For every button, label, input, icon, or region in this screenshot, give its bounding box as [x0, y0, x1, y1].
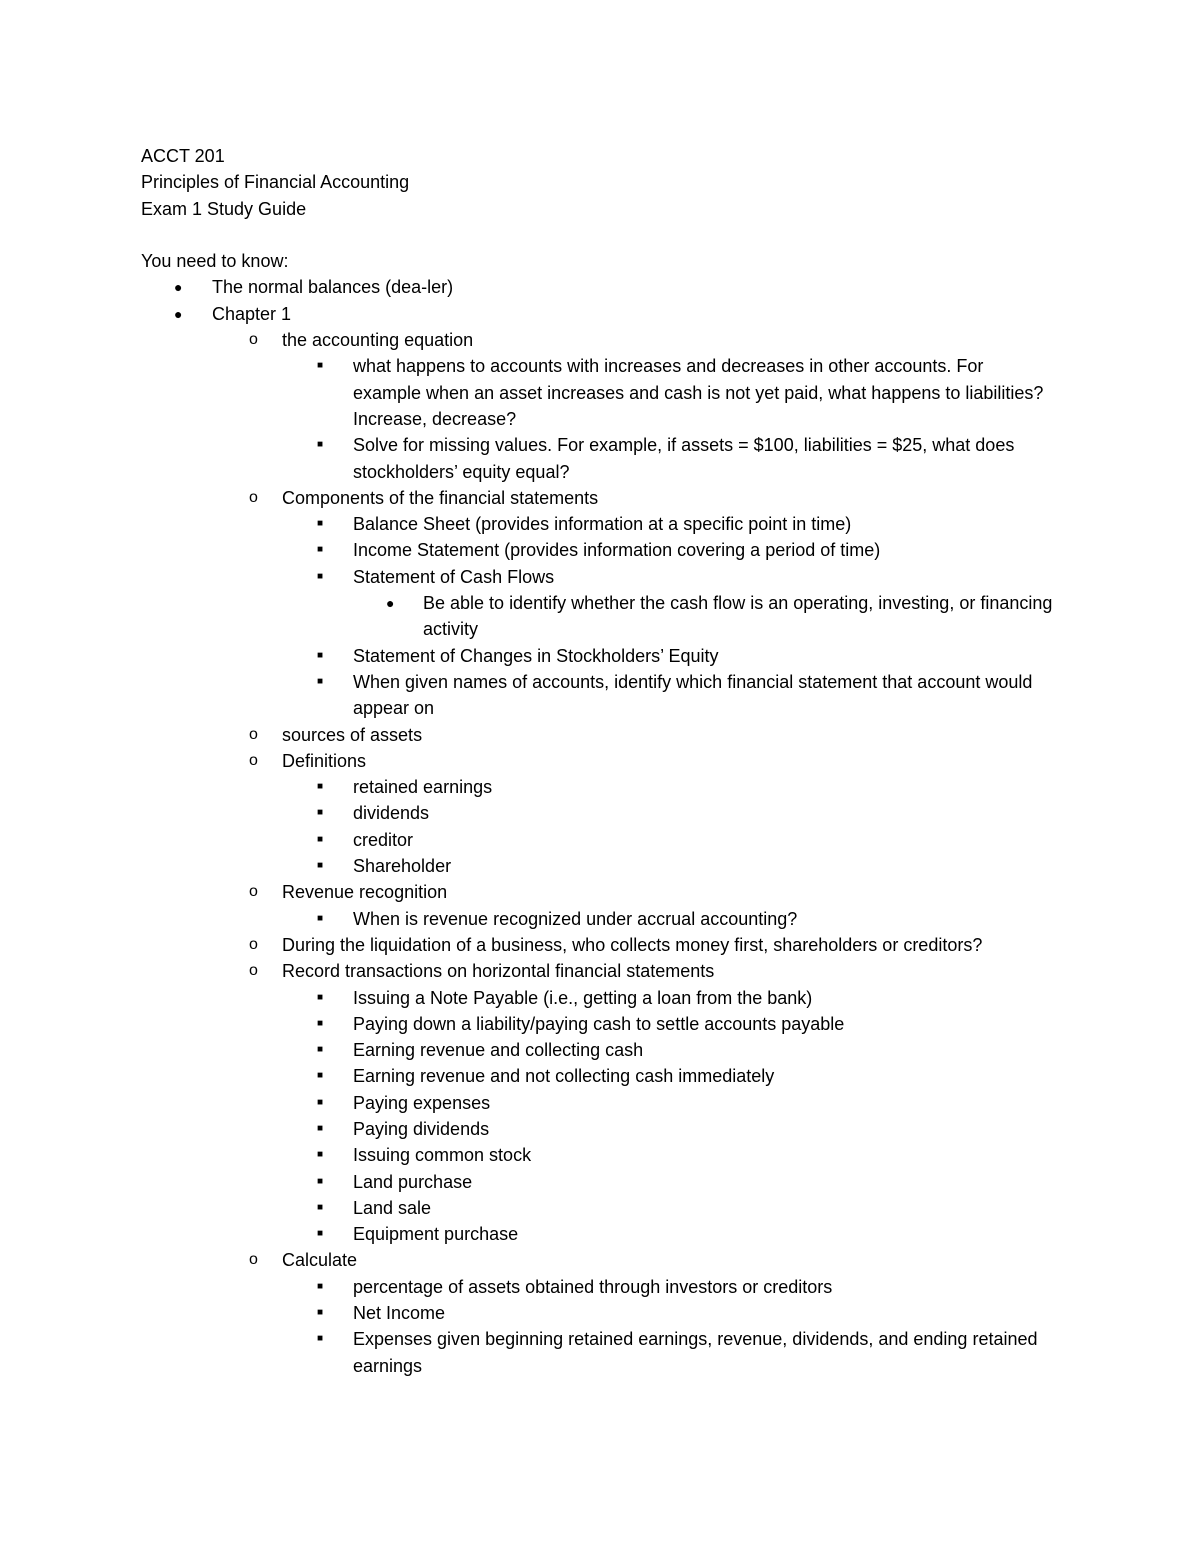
square-bullet-icon: ■	[317, 781, 324, 793]
square-bullet-icon: ■	[317, 991, 324, 1003]
list-item-net-income	[141, 1300, 1081, 1326]
list-item-text: Net Income	[353, 1303, 446, 1324]
list-item-note-payable	[141, 985, 1081, 1011]
square-bullet-icon: ■	[317, 570, 324, 582]
list-item-text: When is revenue recognized under accrual accounting?	[353, 908, 798, 929]
square-bullet-icon: ■	[317, 807, 324, 819]
list-item-revenue-not-collecting	[141, 1063, 1081, 1089]
list-item-record-transactions	[141, 958, 1081, 984]
bullet-icon: ●	[174, 279, 183, 296]
list-item-text: Statement of Cash Flows	[353, 566, 555, 587]
list-item-definitions	[141, 748, 1081, 774]
square-bullet-icon: ■	[317, 860, 324, 872]
list-item-text: Income Statement (provides information covering a period of time)	[353, 540, 881, 561]
list-item-stockholders-equity	[141, 643, 1081, 669]
square-bullet-icon: ■	[317, 912, 324, 924]
list-item-text: Issuing a Note Payable (i.e., getting a loan from the bank)	[353, 987, 813, 1008]
circle-bullet-icon: o	[249, 883, 258, 901]
list-item-text: retained earnings	[353, 777, 493, 798]
square-bullet-icon: ■	[317, 1149, 324, 1161]
list-item-text: During the liquidation of a business, who collects money first, shareholders or creditors?	[282, 934, 983, 955]
list-item-sources-of-assets	[141, 722, 1081, 748]
list-item-dividends	[141, 800, 1081, 826]
square-bullet-icon: ■	[317, 649, 324, 661]
list-item-accounting-equation	[141, 327, 1081, 353]
list-item-text: Chapter 1	[212, 303, 292, 324]
square-bullet-icon: ■	[317, 544, 324, 556]
list-item-text: The normal balances (dea-ler)	[212, 277, 454, 298]
list-item-equipment-purchase	[141, 1221, 1081, 1247]
list-item-text: Calculate	[282, 1250, 358, 1271]
circle-bullet-icon: o	[249, 962, 258, 980]
square-bullet-icon: ■	[317, 1228, 324, 1240]
list-item-text: Record transactions on horizontal financial statements	[282, 961, 715, 982]
course-code: ACCT 201	[141, 146, 225, 166]
square-bullet-icon: ■	[317, 675, 324, 687]
list-item-text: Statement of Changes in Stockholders’ Equity	[353, 645, 719, 666]
square-bullet-icon: ■	[317, 1280, 324, 1292]
square-bullet-icon: ■	[317, 1044, 324, 1056]
blank-line	[141, 222, 1081, 248]
circle-bullet-icon: o	[249, 331, 258, 349]
square-bullet-icon: ■	[317, 439, 324, 451]
list-item-issuing-stock	[141, 1142, 1081, 1168]
document-title: Exam 1 Study Guide	[141, 198, 307, 219]
list-item-revenue-recognition	[141, 879, 1081, 905]
square-bullet-icon: ■	[317, 518, 324, 530]
course-title: Principles of Financial Accounting	[141, 172, 410, 193]
list-item-text: Paying dividends	[353, 1118, 490, 1139]
list-item-accounts-changes	[141, 353, 1081, 432]
list-item-text: Paying down a liability/paying cash to settle accounts payable	[353, 1013, 845, 1034]
list-item-text: Definitions	[282, 750, 367, 771]
list-item-text: Land sale	[353, 1197, 432, 1218]
list-item-liquidation	[141, 932, 1081, 958]
list-item-retained-earnings	[141, 774, 1081, 800]
list-item-text: Revenue recognition	[282, 882, 448, 903]
study-guide-content	[141, 143, 1081, 1379]
square-bullet-icon: ■	[317, 1096, 324, 1108]
bullet-icon: ●	[386, 595, 395, 612]
list-item-paying-expenses	[141, 1090, 1081, 1116]
circle-bullet-icon: o	[249, 1251, 258, 1269]
list-item-text: Shareholder	[353, 856, 452, 877]
square-bullet-icon: ■	[317, 360, 324, 372]
square-bullet-icon: ■	[317, 1175, 324, 1187]
list-item-identify-statement	[141, 669, 1081, 722]
list-item-text: Paying expenses	[353, 1092, 491, 1113]
list-item-calculate	[141, 1247, 1081, 1273]
list-item-paying-liability	[141, 1011, 1081, 1037]
circle-bullet-icon: o	[249, 751, 258, 769]
list-item-text: Equipment purchase	[353, 1224, 519, 1245]
square-bullet-icon: ■	[317, 1070, 324, 1082]
circle-bullet-icon: o	[249, 488, 258, 506]
list-item-text: sources of assets	[282, 724, 423, 745]
list-item-revenue-collecting	[141, 1037, 1081, 1063]
bullet-icon: ●	[174, 305, 183, 322]
list-item-cash-flow-activity	[141, 590, 1081, 643]
square-bullet-icon: ■	[317, 1017, 324, 1029]
list-item-text: dividends	[353, 803, 430, 824]
topic-list	[141, 274, 1081, 1378]
list-item-text: creditor	[353, 829, 414, 850]
list-item-text: Earning revenue and not collecting cash immediately	[353, 1066, 775, 1087]
square-bullet-icon: ■	[317, 1333, 324, 1345]
list-item-text: Expenses given beginning retained earnings, revenue, dividends, and ending retained earnings	[353, 1329, 1038, 1376]
list-item-paying-dividends	[141, 1116, 1081, 1142]
square-bullet-icon: ■	[317, 1122, 324, 1134]
list-item-percentage-assets	[141, 1274, 1081, 1300]
list-item-expenses	[141, 1326, 1081, 1379]
list-item-text: Balance Sheet (provides information at a specific point in time)	[353, 514, 852, 535]
list-item-components	[141, 485, 1081, 511]
list-item-missing-values	[141, 432, 1081, 485]
list-item-text: what happens to accounts with increases and decreases in other accounts. For example when an asset increases and cash is not yet paid, what happens to liabilities? Increase, decrease?	[353, 356, 1044, 429]
list-item-text: Land purchase	[353, 1171, 473, 1192]
list-item-balance-sheet	[141, 511, 1081, 537]
list-item-land-sale	[141, 1195, 1081, 1221]
intro-text: You need to know:	[141, 251, 289, 272]
list-item-creditor	[141, 827, 1081, 853]
list-item-text: Be able to identify whether the cash flow is an operating, investing, or financing activity	[423, 593, 1053, 640]
circle-bullet-icon: o	[249, 725, 258, 743]
list-item-normal-balances	[141, 274, 1081, 300]
square-bullet-icon: ■	[317, 1307, 324, 1319]
list-item-text: Issuing common stock	[353, 1145, 532, 1166]
list-item-income-statement	[141, 537, 1081, 563]
list-item-text: percentage of assets obtained through investors or creditors	[353, 1276, 833, 1297]
list-item-shareholder	[141, 853, 1081, 879]
square-bullet-icon: ■	[317, 833, 324, 845]
list-item-text: Earning revenue and collecting cash	[353, 1040, 644, 1061]
list-item-accrual-accounting	[141, 906, 1081, 932]
circle-bullet-icon: o	[249, 935, 258, 953]
list-item-text: the accounting equation	[282, 330, 474, 351]
list-item-land-purchase	[141, 1169, 1081, 1195]
list-item-cash-flows	[141, 564, 1081, 590]
list-item-text: Solve for missing values. For example, if assets = $100, liabilities = $25, what does stockholders’ equity equal?	[353, 435, 1015, 482]
list-item-chapter-1	[141, 301, 1081, 327]
square-bullet-icon: ■	[317, 1201, 324, 1213]
list-item-text: When given names of accounts, identify which financial statement that account would appear on	[353, 671, 1033, 719]
list-item-text: Components of the financial statements	[282, 487, 599, 508]
